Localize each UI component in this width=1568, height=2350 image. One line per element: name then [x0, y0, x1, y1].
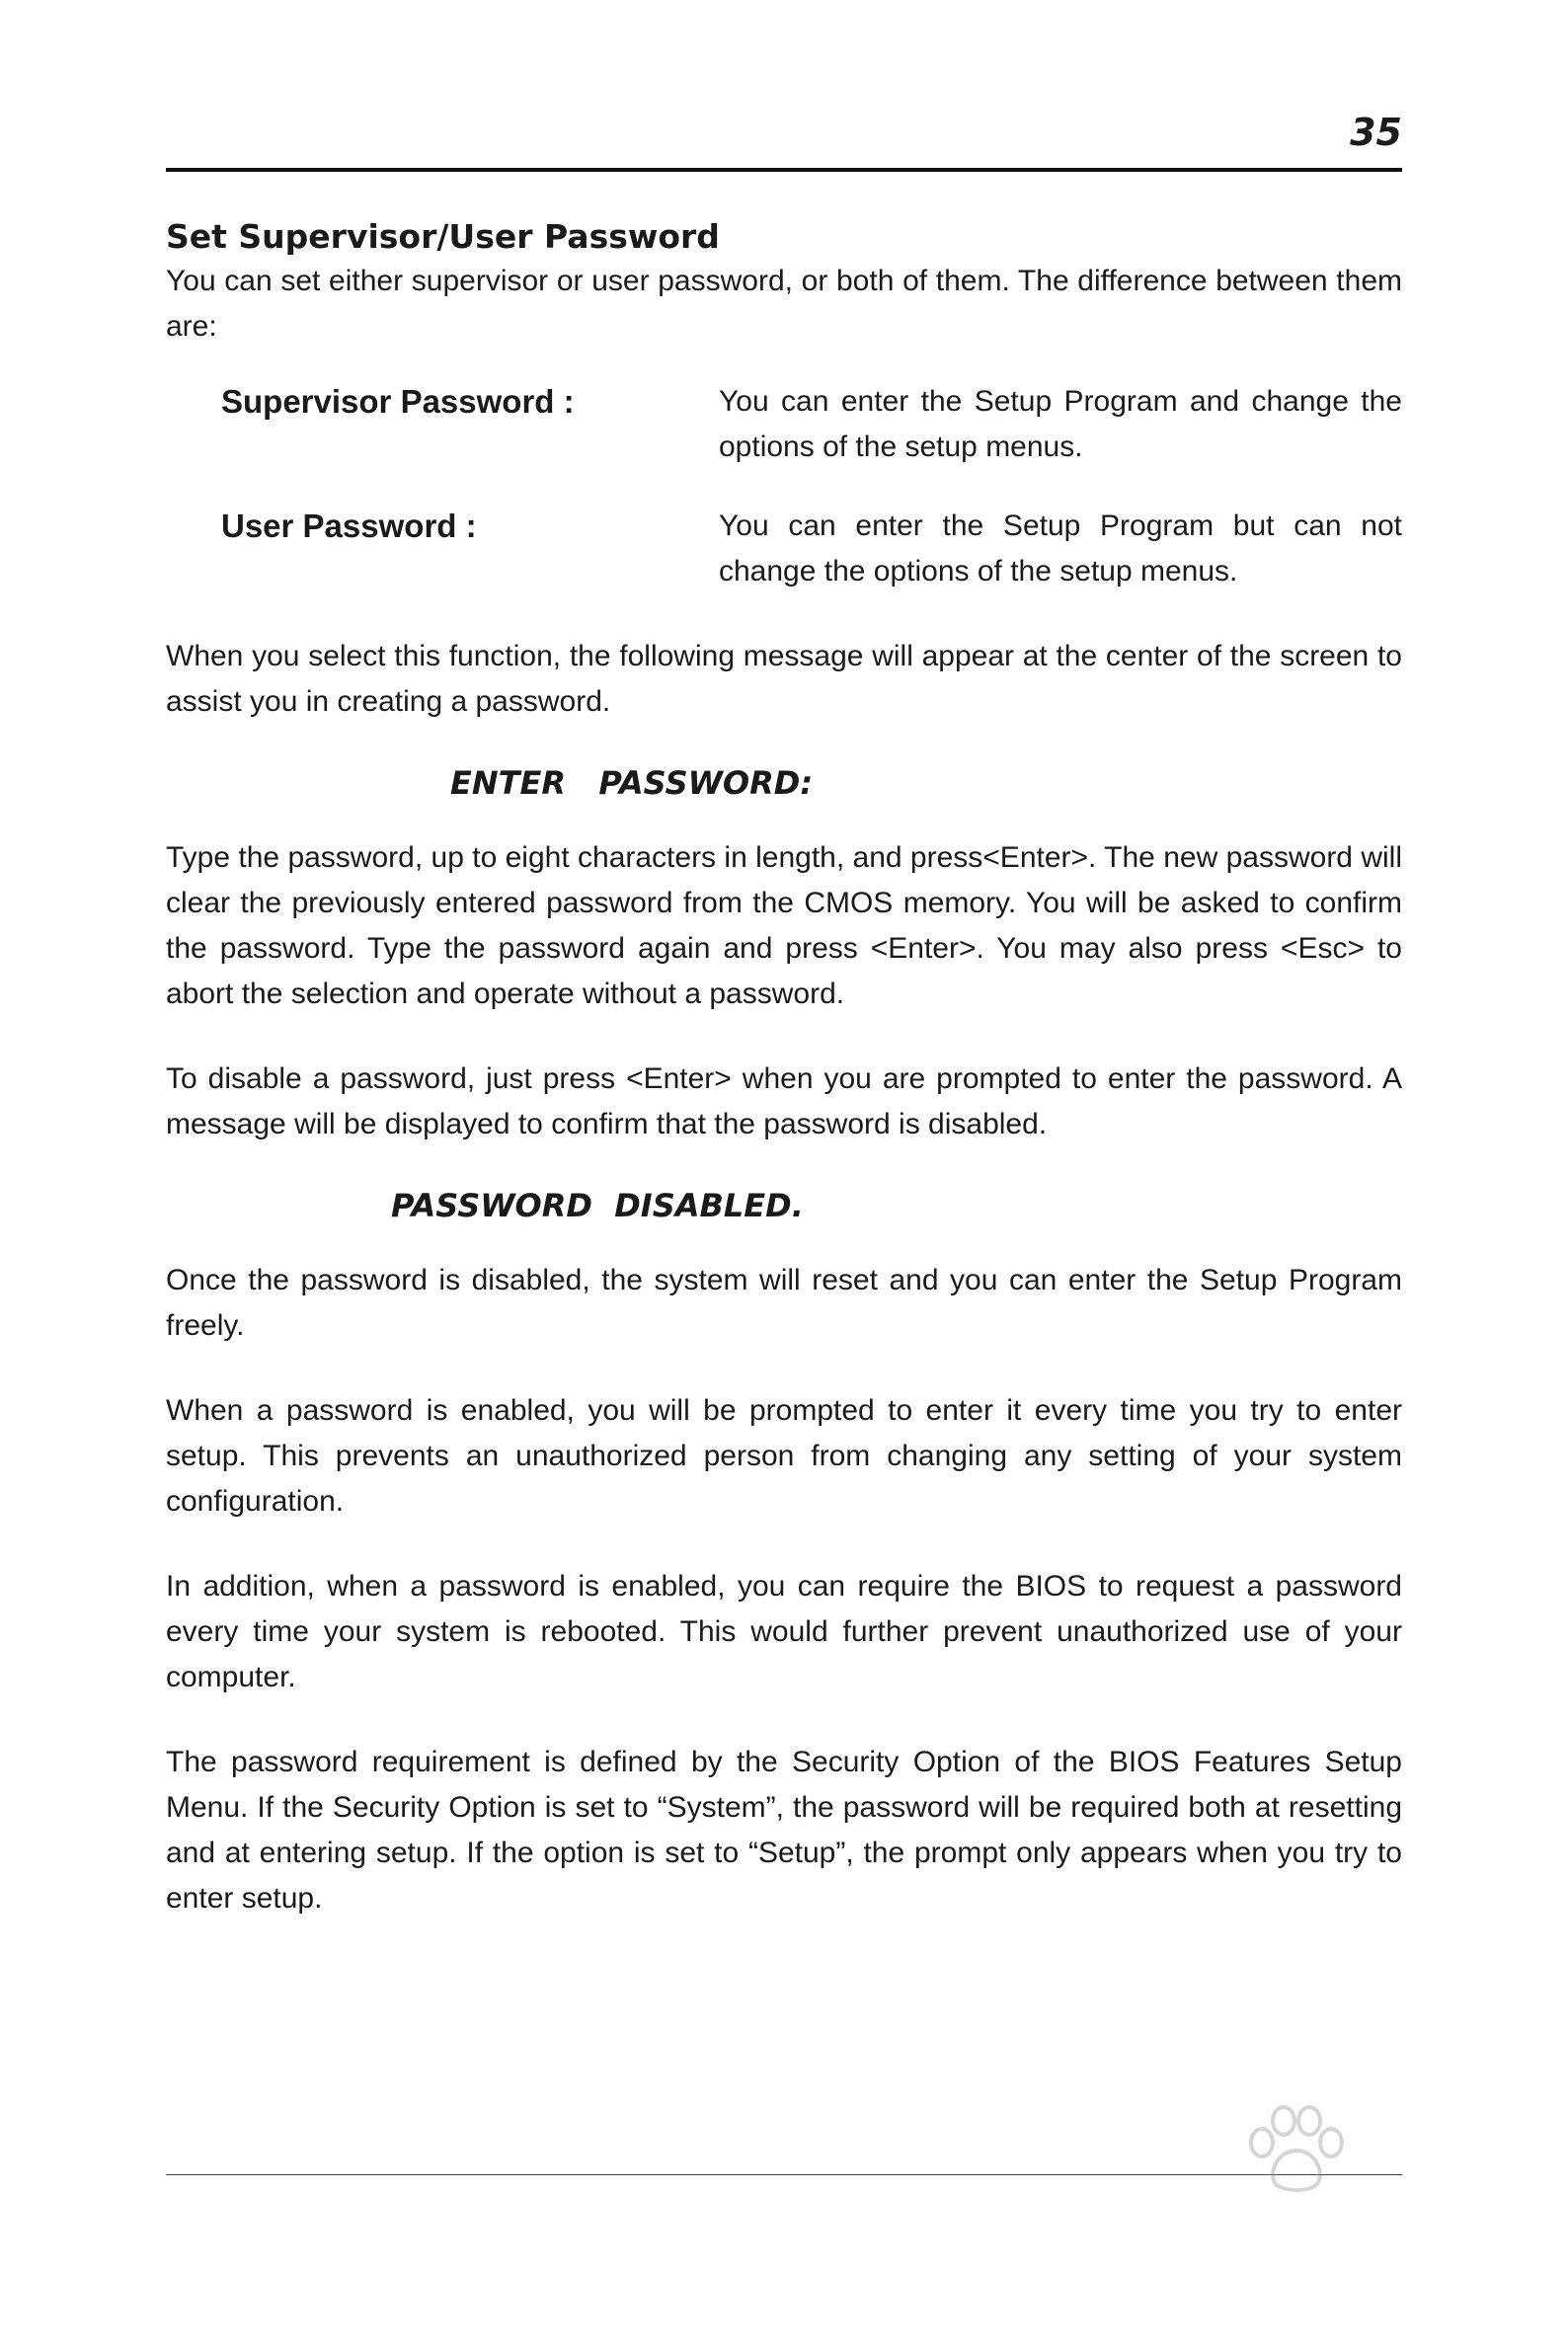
- definition-term: Supervisor Password :: [221, 383, 575, 420]
- bios-request-paragraph: In addition, when a password is enabled, you can require the BIOS to request a password every time your system is rebooted. This would further prevent unauthorized use of your computer.: [166, 1570, 1402, 1693]
- select-paragraph: When you select this function, the following message will appear at the center of the screen to assist you in creating a password.: [166, 640, 1402, 718]
- definition-term: User Password :: [221, 508, 477, 544]
- password-disabled-prompt: PASSWORD DISABLED.: [391, 1187, 804, 1224]
- intro-paragraph: You can set either supervisor or user password, or both of them. The difference between them are:: [166, 265, 1402, 343]
- definition-description: You can enter the Setup Program and change the options of the setup menus.: [719, 385, 1402, 463]
- section-title: Set Supervisor/User Password: [166, 217, 720, 256]
- disable-password-paragraph: To disable a password, just press <Enter> when you are prompted to enter the password. A message will be displayed to confirm that the password is disabled.: [166, 1062, 1402, 1140]
- header-rule: [166, 168, 1402, 172]
- enter-password-prompt: ENTER PASSWORD:: [450, 764, 814, 802]
- once-disabled-paragraph: Once the password is disabled, the system will reset and you can enter the Setup Program freely.: [166, 1264, 1402, 1342]
- definition-user: [166, 504, 1402, 594]
- page-content: [166, 215, 1402, 1921]
- password-enabled-paragraph: When a password is enabled, you will be prompted to enter it every time you try to enter setup. This prevents an unauthorized person from changing any setting of your system configuration.: [166, 1394, 1402, 1518]
- definition-description: You can enter the Setup Program but can not change the options of the setup menus.: [719, 509, 1402, 588]
- definition-supervisor: [166, 379, 1402, 470]
- paw-icon: [1242, 2103, 1351, 2192]
- type-password-paragraph: Type the password, up to eight characters in length, and press<Enter>. The new password will clear the previously entered password from the CMOS memory. You will be asked to confirm the password. Type the password again and press <Enter>. You may also press <Esc> to abort the selection and operate without a password.: [166, 841, 1402, 1010]
- page-number: 35: [1350, 111, 1402, 154]
- security-option-paragraph: The password requirement is defined by the Security Option of the BIOS Features Setup Menu. If the Security Option is set to “System”, the password will be required both at resetting and at entering setup. If the option is set to “Setup”, the prompt only appears when you try to enter setup.: [166, 1746, 1402, 1915]
- watermark: [1104, 2103, 1479, 2281]
